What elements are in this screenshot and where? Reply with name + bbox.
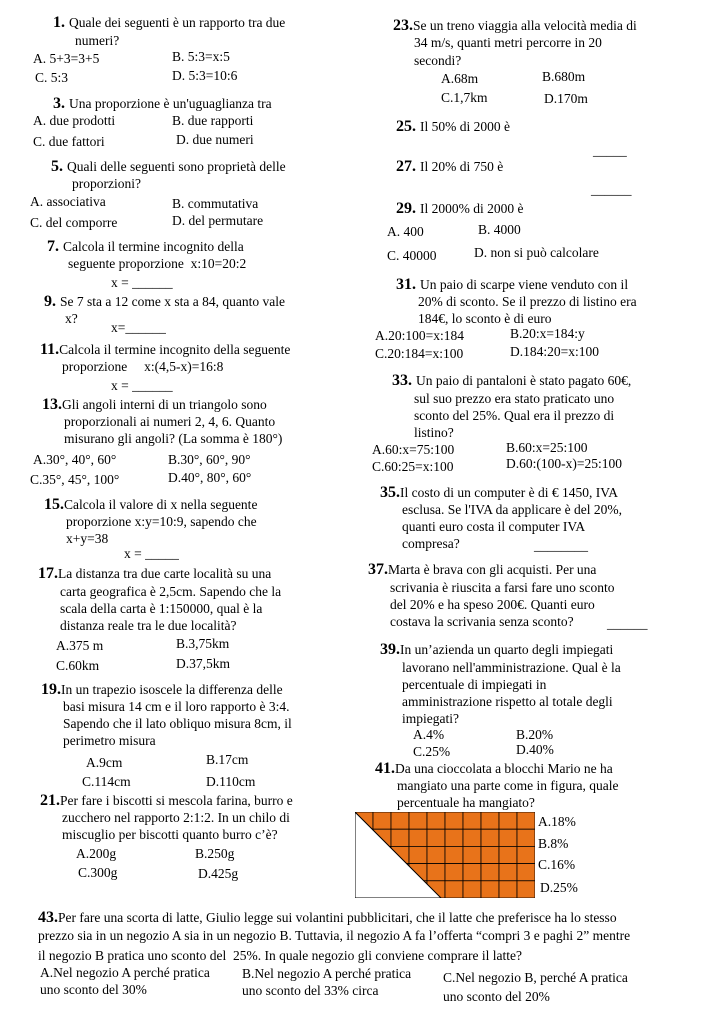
option-a: A.9cm [86,755,123,770]
question-text: Un paio di scarpe viene venduto con il [420,277,629,292]
question-text: Per fare i biscotti si mescola farina, burro e [60,793,293,808]
question-text: del 20% e ha speso 200€. Quanti euro [390,597,595,612]
chocolate-block [517,864,535,881]
option-b-cont: uno sconto del 33% circa [242,983,379,998]
question-text: costava la scrivania senza sconto? [390,614,574,629]
option-d: D.37,5km [176,656,230,671]
question-text: Sapendo che il lato obliquo misura 8cm, il [63,716,292,731]
option-c: C.1,7km [441,90,488,105]
question-41 [375,760,613,777]
option-d: D.110cm [206,774,256,789]
option-c: C.16% [538,857,576,872]
question-number: 37. [368,561,388,578]
question-27 [396,158,503,175]
question-25 [396,118,510,135]
option-d: D.40°, 80°, 60° [168,470,252,485]
question-text: La distanza tra due carte località su una [58,566,272,581]
question-9 [44,293,285,310]
option-a: A.Nel negozio A perché pratica [40,965,210,980]
option-c-cont: uno sconto del 20% [443,989,550,1004]
question-text: perimetro misura [63,733,156,748]
question-text: proporzioni? [72,176,141,191]
question-text: 34 m/s, quanti metri percorre in 20 [414,35,602,50]
option-c: C.114cm [82,774,131,789]
chocolate-block [445,881,463,898]
question-text: amministrazione rispetto al totale degli [402,694,613,709]
chocolate-block [481,846,499,863]
chocolate-block [373,812,391,829]
answer-blank: ________ [534,538,588,553]
chocolate-block [517,829,535,846]
question-number: 29. [396,200,416,217]
option-d: D.25% [540,880,578,895]
question-text: il negozio B pratica uno sconto del 25%. In quale negozio gli conviene comprare il latte? [38,948,522,963]
option-c: C.Nel negozio B, perché A pratica [443,970,628,985]
question-number: 39. [380,641,400,658]
question-number: 21. [40,792,60,809]
question-number: 9. [44,293,56,310]
question-text: zucchero nel rapporto 2:1:2. In un chilo di [62,810,290,825]
option-d: D.170m [544,91,588,106]
answer-blank: ______ [591,182,632,197]
answer-blank: x = ______ [111,275,173,290]
option-a: A.20:100=x:184 [375,328,464,343]
question-number: 35. [380,484,400,501]
question-text: 20% di sconto. Se il prezzo di listino era [418,294,637,309]
question-number: 15. [44,496,64,513]
option-d: D.184:20=x:100 [510,344,599,359]
question-text: x? [65,311,78,326]
option-c: C. due fattori [33,134,105,149]
question-text: Quali delle seguenti sono proprietà delle [67,159,286,174]
option-c: C.300g [78,865,118,880]
question-33 [392,372,631,389]
question-number: 19. [41,681,61,698]
question-37 [368,561,596,578]
question-31 [396,276,628,293]
option-b: B. commutativa [172,196,259,211]
question-text: Un paio di pantaloni è stato pagato 60€, [416,373,632,388]
question-7 [47,238,244,255]
question-17 [38,565,271,582]
question-text: Una proporzione è un'uguaglianza tra [69,96,272,111]
chocolate-block [517,846,535,863]
question-39 [380,641,613,658]
option-c: C.35°, 45°, 100° [30,472,120,487]
option-b: B.3,75km [176,636,230,651]
question-text: sconto del 25%. Qual era il prezzo di [414,408,615,423]
chocolate-block [445,846,463,863]
option-b: B. due rapporti [172,113,254,128]
chocolate-block [517,881,535,898]
question-text: carta geografica è 2,5cm. Sapendo che la [60,584,282,599]
option-a: A. 400 [387,224,424,239]
question-text: miscuglio per biscotti quanto burro c’è? [62,827,278,842]
question-text: basi misura 14 cm e il loro rapporto è 3:4. [63,699,290,714]
option-d: D. del permutare [172,213,264,228]
question-text: prezzo sia in un negozio A sia in un negozio B. Tuttavia, il negozio A fa l’offerta “compri 3 e paghi 2” mentre [38,928,631,943]
question-text: Il costo di un computer è di € 1450, IVA [400,485,618,500]
question-text: Marta è brava con gli acquisti. Per una [388,562,597,577]
question-text: percentuale di impiegati in [402,677,547,692]
question-number: 11. [40,341,60,358]
question-text: In un’azienda un quarto degli impiegati [400,642,614,657]
option-d: D. 5:3=10:6 [172,68,238,83]
question-text: mangiato una parte come in figura, quale [397,778,619,793]
question-text: percentuale ha mangiato? [397,795,535,810]
question-35 [380,484,618,501]
option-a: A.4% [413,727,445,742]
chocolate-block [427,864,445,881]
question-number: 3. [53,95,65,112]
option-a: A.68m [441,71,479,86]
option-b: B.20:x=184:y [510,326,585,341]
question-text: Il 50% di 2000 è [420,119,510,134]
question-text: quanti euro costa il computer IVA [402,519,586,534]
chocolate-block [463,812,481,829]
chocolate-bar-figure [355,812,535,898]
chocolate-block [499,881,517,898]
option-a: A.60:x=75:100 [372,442,455,457]
question-text: Calcola il termine incognito della [63,239,244,254]
option-a: A.375 m [56,638,104,653]
option-b: B.17cm [206,752,249,767]
question-43 [38,909,617,926]
question-text: misurano gli angoli? (La somma è 180°) [64,431,283,446]
question-text: Il 2000% di 2000 è [420,201,524,216]
question-text: Se 7 sta a 12 come x sta a 84, quanto vale [60,294,285,309]
question-19 [41,681,283,698]
option-c: C. 40000 [387,248,437,263]
chocolate-block [445,864,463,881]
question-3 [53,95,272,112]
question-11 [40,341,290,358]
chocolate-block [391,812,409,829]
answer-blank: x = _____ [124,546,179,561]
option-a: A. associativa [30,194,106,209]
question-text: secondi? [414,53,462,68]
question-text: Il 20% di 750 è [420,159,504,174]
question-text: compresa? [402,536,460,551]
option-b: B. 5:3=x:5 [172,49,230,64]
question-number: 17. [38,565,58,582]
option-d: D. due numeri [176,132,254,147]
question-text: In un trapezio isoscele la differenza delle [61,682,283,697]
option-b: B.60:x=25:100 [506,440,588,455]
question-29 [396,200,524,217]
chocolate-block [427,846,445,863]
option-a: A. due prodotti [33,113,116,128]
question-text: scala della carta è 1:150000, qual è la [60,601,263,616]
chocolate-block [427,812,445,829]
question-text: 184€, lo sconto è di euro [418,311,552,326]
chocolate-block [409,829,427,846]
option-b: B.20% [516,727,554,742]
question-1 [53,14,285,31]
chocolate-block [409,812,427,829]
option-a: A.200g [76,846,117,861]
question-number: 23. [393,17,413,34]
question-number: 41. [375,760,395,777]
question-number: 13. [42,396,62,413]
option-b: B.250g [195,846,235,861]
option-a-cont: uno sconto del 30% [40,982,147,997]
chocolate-block [499,846,517,863]
question-15 [44,496,257,513]
question-text: x+y=38 [66,531,109,546]
question-number: 33. [392,372,412,389]
chocolate-block [463,881,481,898]
question-text: Calcola il valore di x nella seguente [64,497,258,512]
option-b: B.680m [542,69,586,84]
chocolate-block [481,864,499,881]
question-text: scrivania è riuscita a farsi fare uno sconto [390,580,615,595]
question-text: Calcola il termine incognito della seguente [59,342,291,357]
option-d: D. non si può calcolare [474,245,599,260]
question-text: Gli angoli interni di un triangolo sono [62,397,267,412]
chocolate-block [463,846,481,863]
option-c: C.25% [413,744,451,759]
chocolate-block [391,829,409,846]
question-number: 27. [396,158,416,175]
question-text: esclusa. Se l'IVA da applicare è del 20%, [402,502,622,517]
answer-blank: ______ [607,616,648,631]
option-b: B.30°, 60°, 90° [168,452,251,467]
option-b: B. 4000 [478,222,521,237]
option-b: B.Nel negozio A perché pratica [242,966,412,981]
option-a: A.18% [538,814,576,829]
question-text: lavorano nell'amministrazione. Qual è la [402,660,621,675]
question-text: seguente proporzione x:10=20:2 [68,256,247,271]
question-text: proporzionali ai numeri 2, 4, 6. Quanto [64,414,276,429]
chocolate-block [481,829,499,846]
question-text: Se un treno viaggia alla velocità media di [413,18,637,33]
option-c: C. 5:3 [35,70,69,85]
answer-blank: x=______ [111,320,166,335]
question-number: 5. [51,158,63,175]
question-text: proporzione x:y=10:9, sapendo che [66,514,257,529]
option-d: D.60:(100-x)=25:100 [506,456,622,471]
chocolate-block [445,812,463,829]
question-number: 1. [53,14,65,31]
option-c: C.60:25=x:100 [372,459,454,474]
answer-blank: x = ______ [111,378,173,393]
chocolate-block [463,829,481,846]
question-number: 31. [396,276,416,293]
option-d: D.425g [198,866,239,881]
question-text: Quale dei seguenti è un rapporto tra due [69,15,286,30]
chocolate-block [499,829,517,846]
question-text: numeri? [75,33,120,48]
chocolate-block [499,812,517,829]
question-13 [42,396,267,413]
option-a: A.30°, 40°, 60° [33,452,117,467]
question-text: proporzione x:(4,5-x)=16:8 [62,359,224,374]
chocolate-block [517,812,535,829]
question-text: Da una cioccolata a blocchi Mario ne ha [395,761,613,776]
question-text: distanza reale tra le due località? [60,618,237,633]
question-text: Per fare una scorta di latte, Giulio legge sui volantini pubblicitari, che il latte che preferisce ha lo stesso [58,910,617,925]
chocolate-block [499,864,517,881]
question-number: 43. [38,909,58,926]
chocolate-block [427,829,445,846]
option-d: D.40% [516,742,554,757]
question-text: sul suo prezzo era stato praticato uno [414,391,615,406]
question-23 [393,17,637,34]
question-number: 7. [47,238,59,255]
chocolate-block [463,864,481,881]
question-21 [40,792,293,809]
answer-blank: _____ [593,143,627,158]
question-5 [51,158,286,175]
chocolate-block [481,812,499,829]
option-c: C.20:184=x:100 [375,346,464,361]
chocolate-block [481,881,499,898]
option-c: C.60km [56,658,100,673]
option-a: A. 5+3=3+5 [33,51,100,66]
question-number: 25. [396,118,416,135]
option-b: B.8% [538,836,569,851]
chocolate-block [445,829,463,846]
question-text: listino? [414,425,454,440]
chocolate-block [409,846,427,863]
question-text: impiegati? [402,711,459,726]
option-c: C. del comporre [30,215,118,230]
